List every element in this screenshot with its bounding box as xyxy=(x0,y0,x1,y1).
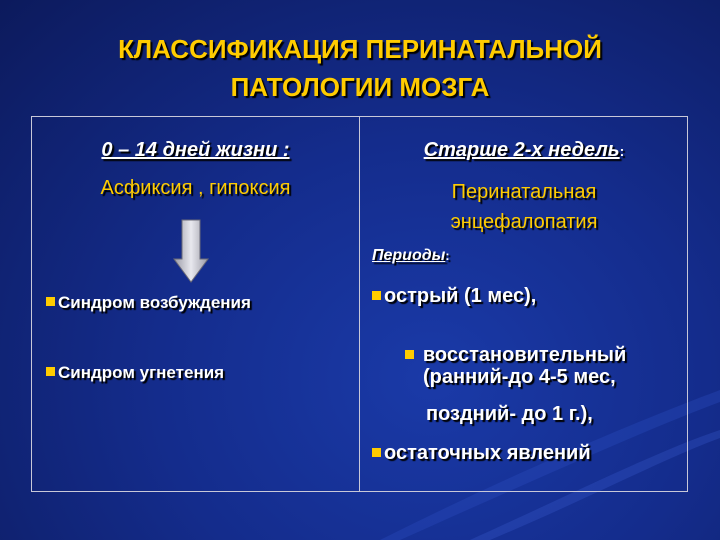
list-item: восстановительный xyxy=(372,321,626,390)
bullet-icon xyxy=(46,297,55,306)
classification-table xyxy=(31,116,688,492)
right-column-heading: Старше 2-х недель: xyxy=(423,139,625,161)
left-column-heading: 0 – 14 дней жизни : xyxy=(101,139,290,161)
bullet-icon xyxy=(372,291,381,300)
list-item: острый (1 мес), xyxy=(372,285,536,308)
left-column-subheading: Асфиксия , гипоксия xyxy=(100,177,291,199)
right-column xyxy=(360,117,688,491)
title-line-2: ПАТОЛОГИИ МОЗГА xyxy=(230,72,490,102)
list-item xyxy=(46,293,251,313)
title-line-1: КЛАССИФИКАЦИЯ ПЕРИНАТАЛЬНОЙ xyxy=(118,34,602,64)
diagnosis-text: Перинатальная энцефалопатия xyxy=(450,181,598,233)
bullet-icon xyxy=(372,448,381,457)
slide-title xyxy=(20,30,700,106)
list-item-label: Синдром угнетения xyxy=(58,363,225,382)
list-item xyxy=(46,363,224,383)
left-column xyxy=(32,117,359,491)
list-item-label: Синдром возбуждения xyxy=(58,293,251,312)
bullet-icon xyxy=(405,350,414,359)
list-item: остаточных явлений xyxy=(372,442,591,465)
down-arrow-icon xyxy=(173,219,209,283)
periods-label: Периоды: xyxy=(372,247,450,264)
period-detail: поздний- до 1 г.), xyxy=(426,403,593,425)
period-detail: (ранний-до 4-5 мес, xyxy=(423,366,616,388)
bullet-icon xyxy=(46,367,55,376)
